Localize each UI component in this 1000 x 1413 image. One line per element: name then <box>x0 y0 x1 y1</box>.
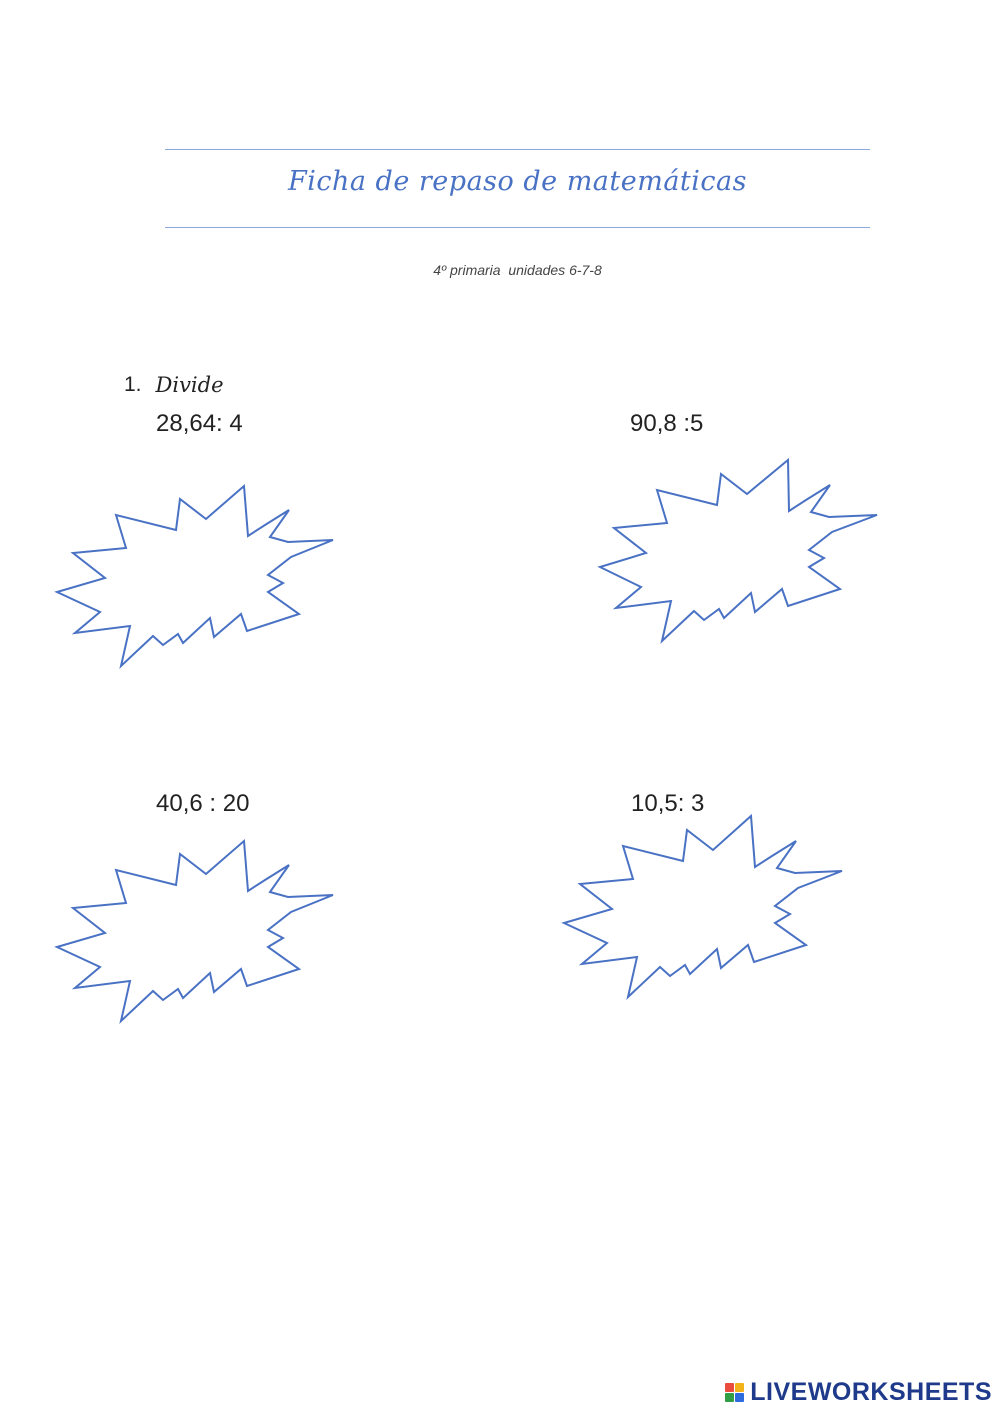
division-problem-3: 40,6 : 20 <box>156 790 250 817</box>
answer-burst-3[interactable] <box>57 841 333 1021</box>
worksheet-subtitle: 4º primaria unidades 6-7-8 <box>433 262 602 278</box>
answer-burst-2[interactable] <box>600 460 877 641</box>
answer-burst-1[interactable] <box>57 486 333 666</box>
question-instruction: Divide <box>155 373 224 397</box>
question-number: 1. <box>124 373 142 396</box>
division-problem-2: 90,8 :5 <box>630 410 704 437</box>
worksheet-title: Ficha de repaso de matemáticas <box>288 166 747 197</box>
division-problem-1: 28,64: 4 <box>156 410 243 437</box>
answer-burst-4[interactable] <box>564 816 842 997</box>
liveworksheets-mark-icon <box>725 1383 744 1402</box>
liveworksheets-logo <box>725 1378 992 1407</box>
liveworksheets-brand-text: LIVEWORKSHEETS <box>750 1378 992 1406</box>
division-problem-4: 10,5: 3 <box>631 790 705 817</box>
